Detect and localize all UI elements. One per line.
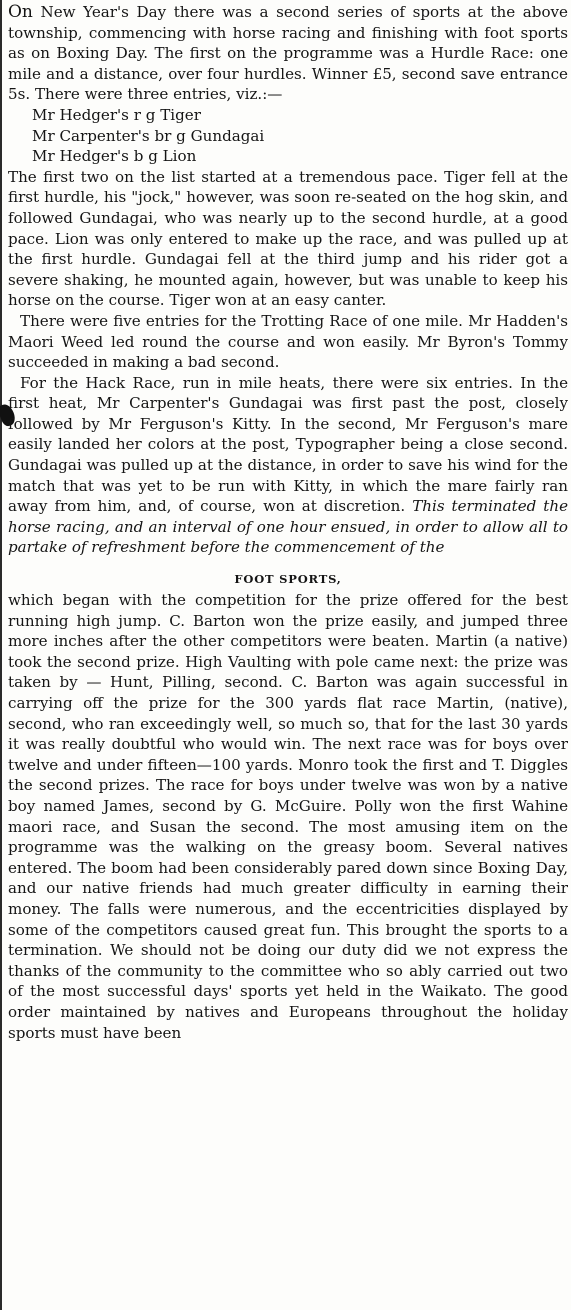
paragraph-foot-sports: which began with the competition for the prize offered for the best running high jump. C. Barton won the prize easily, and jumped three more inches after the other competitors were beaten. Martin (a native) took the second prize. High Vaulting with pole came next: the prize was taken by — Hunt, Pilling, second. C. Barton was again successful in carrying off the prize for the 300 yards flat race Martin, (native), second, who ran exceedingly well, so much so, that for the last 30 yards it was really doubtful who would win. The next race was for boys over twelve and under fifteen—100 yards. Monro took the first and T. Diggles the second prizes. The race for boys under twelve was won by a native boy named James, second by G. McGuire. Polly won the first Wahine maori race, and Susan the second. The most amusing item on the programme was the walking on the greasy boom. Several natives entered. The boom had been considerably pared down since Boxing Day, and our native friends had much greater difficulty in earning their money. The falls were numerous, and the eccentricities displayed by some of the competitors caused great fun. This brought the sports to a termination. We should not be doing our duty did we not express the thanks of the community to the committee who so ably carried out two of the most successful days' sports yet held in the Waikato. The good order maintained by natives and Europeans throughout the holiday sports must have been — [8, 591, 568, 1042]
paragraph-trotting-race: There were five entries for the Trotting Race of one mile. Mr Hadden's Maori Weed led round the course and won easily. Mr Byron's Tommy succeeded in making a bad second. — [8, 311, 568, 372]
paragraph-intro-text: New Year's Day there was a second series of sports at the above township, commencing with horse racing and finishing with foot sports as on Boxing Day. The first on the programme was a Hurdle Race: one mile and a distance, over four hurdles. Winner £5, second save entrance 5s. There were three entries, viz.:— — [8, 3, 568, 104]
section-heading: FOOT SPORTS, — [234, 572, 342, 587]
entries-list — [8, 105, 568, 167]
article-column — [8, 2, 568, 1043]
paragraph-hurdle-race: The first two on the list started at a tremendous pace. Tiger fell at the first hurdle, his "jock," however, was soon re-seated on the hog skin, and followed Gundagai, who was nearly up to the second hurdle, at a good pace. Lion was only entered to make up the race, and was pulled up at the first hurdle. Gundagai fell at the third jump and his rider got a severe shaking, he mounted again, however, but was unable to keep his horse on the course. Tiger won at an easy canter. — [8, 167, 568, 310]
list-item: Mr Hedger's b g Lion — [32, 147, 197, 166]
lead-word: On — [8, 2, 33, 22]
paragraph-intro — [8, 2, 568, 105]
list-item: Mr Carpenter's br g Gundagai — [32, 126, 265, 145]
paragraph-hack-race-text: For the Hack Race, run in mile heats, there were six entries. In the first heat, Mr Carpenter's Gundagai was first past the post, closely followed by Mr Ferguson's Kitty. In the second, Mr Ferguson's mare easily landed her colors at the post, Typographer being a close second. Gundagai was pulled up at the distance, in order to save his wind for the match that was yet to be run with Kitty, in which the mare fairly ran away from him, and, of course, won at discretion. — [8, 373, 568, 516]
list-item: Mr Hedger's r g Tiger — [32, 105, 201, 124]
paragraph-hack-race-italic: This terminated the horse racing, and an interval of one hour ensued, in order to allow all to partake of refreshment before the commencement of the — [8, 497, 568, 557]
paragraph-hack-race — [8, 373, 568, 558]
column-rule — [0, 0, 2, 1310]
